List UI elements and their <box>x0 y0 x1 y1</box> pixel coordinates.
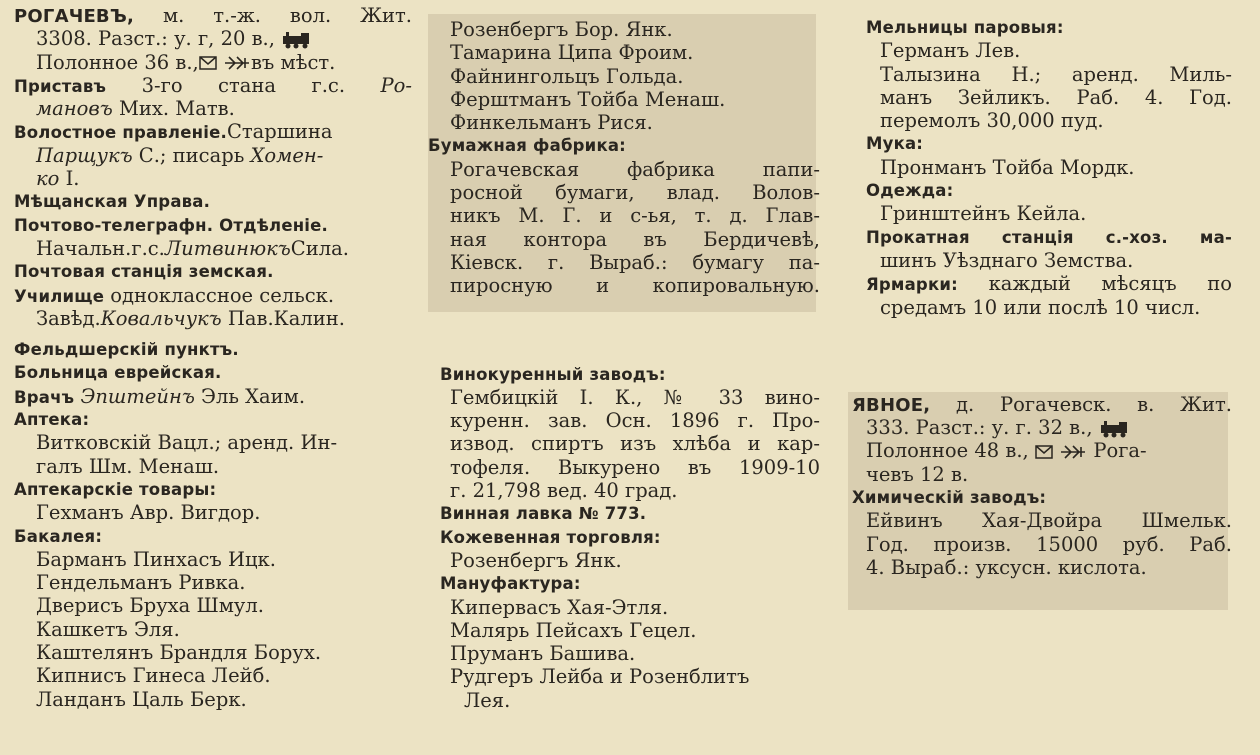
manuf-item: Лея. <box>464 688 511 712</box>
prokat-line: шинъ Уѣзднаго Земства. <box>880 248 1134 272</box>
mel-line: перемолъ 30,000 пуд. <box>880 109 1104 133</box>
col2-list-item: Финкельманъ Рися. <box>450 111 653 135</box>
manuf-item: Пруманъ Башива. <box>450 642 636 666</box>
yavnoe-line-2: 333. Разст.: у. г. 32 в., <box>848 416 1232 439</box>
bakal-heading: Бакалея: <box>14 526 103 546</box>
railway-icon <box>281 31 313 49</box>
bum-heading: Бумажная фабрика: <box>428 136 626 156</box>
bakal-item: Ланданъ Цаль Берк. <box>36 687 247 711</box>
bum-line: Кіевск. г. Выраб.: бумагу па- <box>450 250 820 274</box>
manuf-item: Кипервасъ Хая-Этля. <box>450 595 669 619</box>
yarm-line-1: Ярмарки: каждый мѣсяцъ по <box>866 272 1232 296</box>
boln-heading: Больница еврейская. <box>14 363 222 383</box>
pocht-tel-heading: Почтово-телеграфн. Отдѣленіе. <box>14 215 329 235</box>
him-line: Ейвинъ Хая-Двойра Шмельк. <box>866 509 1232 533</box>
pocht-tel-line: Начальн.г.с.ЛитвинюкъСила. <box>36 236 349 260</box>
mel-heading: Мельницы паровыя: <box>866 18 1064 37</box>
uchil-line-2: Завѣд.Ковальчукъ Пав.Калин. <box>36 306 345 330</box>
volost-line-3: ко I. <box>36 167 80 191</box>
bum-line: никъ М. Г. и с-ья, т. д. Глав- <box>450 204 820 228</box>
column-2 <box>428 18 820 712</box>
bum-line: росной бумаги, влад. Волов- <box>450 181 820 205</box>
vinok-line: Гембицкій I. К., № 33 вино- <box>450 385 820 409</box>
vinok-line: куренн. зав. Осн. 1896 г. Про- <box>450 409 820 433</box>
apteka-heading: Аптека: <box>14 410 90 430</box>
rogachev-line-1: РОГАЧЕВЪ, м. т.-ж. вол. Жит. <box>14 4 412 27</box>
bakal-item: Барманъ Пинхасъ Ицк. <box>36 547 276 571</box>
telegraph-icon <box>223 55 251 71</box>
vrach-line: Врачъ Эпштейнъ Эль Хаим. <box>14 384 306 408</box>
feld-heading: Фельдшерскій пунктъ. <box>14 340 239 360</box>
bakal-item: Гендельманъ Ривка. <box>36 571 246 595</box>
volost-line-1: Волостное правленіе.Старшина <box>14 120 333 144</box>
bakal-item: Каштелянъ Брандля Борух. <box>36 641 322 665</box>
manuf-item: Рудгеръ Лейба и Розенблитъ <box>450 665 750 689</box>
odezh-heading: Одежда: <box>866 181 954 201</box>
bakal-item: Кипнисъ Гинеса Лейб. <box>36 664 271 688</box>
pocht-st-heading: Почтовая станція земская. <box>14 262 274 282</box>
mail-icon <box>1035 445 1053 459</box>
column-3 <box>848 16 1232 579</box>
rogachev-line-2: 3308. Разст.: у. г, 20 в., <box>14 27 412 50</box>
yavnoe-line-4: чевъ 12 в. <box>866 462 969 486</box>
apteka-line-2: галъ Шм. Менаш. <box>36 454 220 478</box>
pristav-line-2: мановъ Мих. Матв. <box>36 97 235 121</box>
vinok-line: г. 21,798 вед. 40 град. <box>450 479 678 503</box>
apt-tov-heading: Аптекарскіе товары: <box>14 479 217 499</box>
bum-line: ная контора въ Бердичевѣ, <box>450 227 820 251</box>
mel-line: манъ Зейликъ. Раб. 4. Год. <box>880 85 1232 109</box>
railway-icon <box>1099 420 1131 438</box>
vinok-line: извод. спиртъ изъ хлѣба и кар- <box>450 432 820 456</box>
apt-tov-line: Гехманъ Авр. Вигдор. <box>36 501 261 525</box>
pristav-line-1: Приставъ 3-го стана г.с. Ро- <box>14 73 412 97</box>
col2-list-item: Ферштманъ Тойба Менаш. <box>450 87 726 111</box>
column-1 <box>14 4 412 711</box>
him-heading: Химическій заводъ: <box>852 488 1047 508</box>
muka-line: Пронманъ Тойба Мордк. <box>880 155 1135 179</box>
muka-heading: Мука: <box>866 134 924 154</box>
bakal-item: Дверисъ Бруха Шмул. <box>36 594 264 618</box>
mail-icon <box>199 56 217 70</box>
mel-line: Талызина Н.; аренд. Миль- <box>880 62 1232 86</box>
telegraph-icon <box>1059 444 1087 460</box>
odezh-line: Гринштейнъ Кейла. <box>880 202 1087 226</box>
vinok-line: тофеля. Выкурено въ 1909-10 <box>450 455 820 479</box>
him-line: Год. произв. 15000 руб. Раб. <box>866 532 1232 556</box>
vinok-heading: Винокуренный заводъ: <box>440 364 666 384</box>
uchil-line-1: Училище одноклассное сельск. <box>14 283 335 307</box>
kozh-heading: Кожевенная торговля: <box>440 527 661 547</box>
mel-line: Германъ Лев. <box>880 39 1021 63</box>
yavnoe-line-3: Полонное 48 в., Рога- <box>866 439 1147 463</box>
col2-list-item: Розенбергъ Бор. Янк. <box>450 18 673 41</box>
manuf-heading: Мануфактура: <box>440 574 581 594</box>
vinnaya-heading: Винная лавка № 773. <box>440 504 647 524</box>
bum-line: пиросную и копировальную. <box>450 274 820 298</box>
bum-line: Рогачевская фабрика папи- <box>450 157 820 181</box>
meshch-heading: Мѣщанская Управа. <box>14 192 211 212</box>
volost-line-2: Парщукъ С.; писарь Хомен- <box>36 143 324 167</box>
prokat-heading: Прокатная станція с.-хоз. ма- <box>866 227 1232 247</box>
him-line: 4. Выраб.: уксусн. кислота. <box>866 555 1147 579</box>
bakal-item: Кашкетъ Эля. <box>36 617 180 641</box>
yavnoe-title: ЯВНОЕ, <box>852 394 931 416</box>
apteka-line-1: Витковскій Вацл.; аренд. Ин- <box>36 431 338 455</box>
col2-list-item: Тамарина Ципа Фроим. <box>450 41 694 65</box>
yarm-line-2: средамъ 10 или послѣ 10 числ. <box>880 295 1201 319</box>
col2-list-item: Файнингольцъ Гольда. <box>450 64 684 88</box>
manuf-item: Малярь Пейсахъ Гецел. <box>450 618 697 642</box>
kozh-line: Розенбергъ Янк. <box>450 548 622 572</box>
rogachev-title: РОГАЧЕВЪ, <box>14 6 135 27</box>
rogachev-line-3: Полонное 36 в., въ мѣст. <box>36 50 336 74</box>
yavnoe-line-1: ЯВНОЕ, д. Рогачевск. в. Жит. <box>852 392 1232 416</box>
